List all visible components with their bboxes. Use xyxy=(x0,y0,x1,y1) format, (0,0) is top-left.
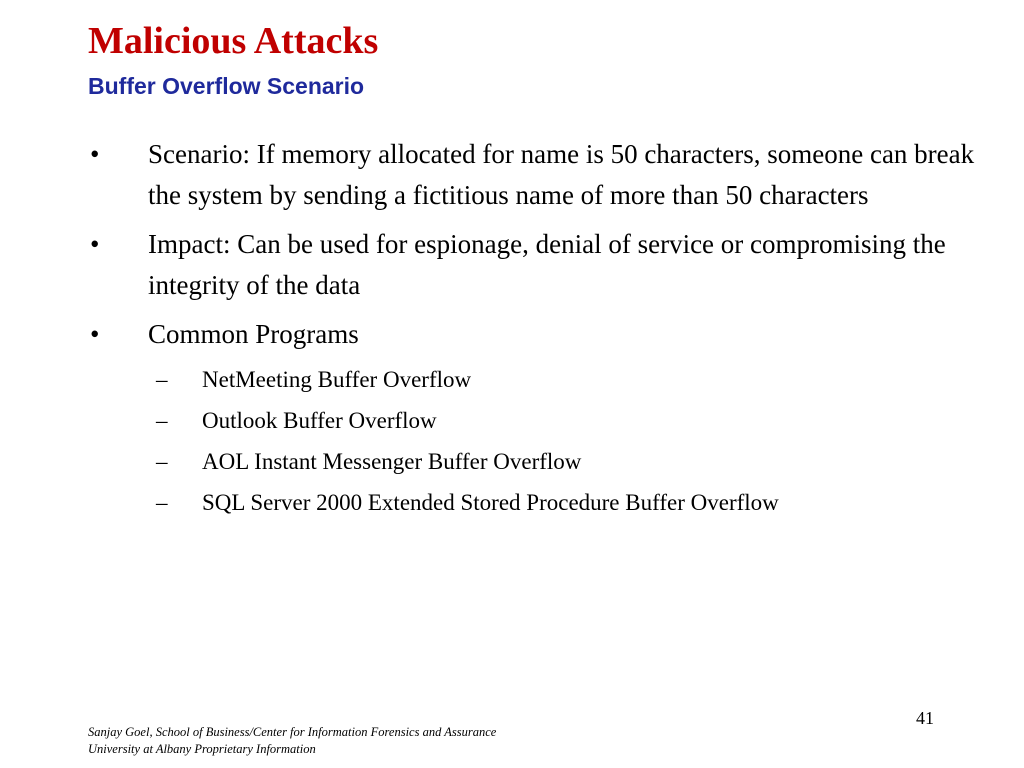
dash-marker: – xyxy=(156,490,168,515)
sub-bullet-item xyxy=(156,445,992,479)
page-number: 41 xyxy=(916,708,934,728)
sub-bullet-item xyxy=(156,486,992,520)
sub-bullet-text: SQL Server 2000 Extended Stored Procedure Buffer Overflow xyxy=(202,490,779,515)
slide-subtitle: Buffer Overflow Scenario xyxy=(88,73,365,99)
sub-bullet-text: Outlook Buffer Overflow xyxy=(202,408,437,433)
footer xyxy=(88,724,496,758)
footer-line-2: University at Albany Proprietary Information xyxy=(88,742,316,756)
bullet-marker: • xyxy=(90,229,100,259)
dash-marker: – xyxy=(156,408,168,433)
bullet-text: Common Programs xyxy=(148,319,359,349)
bullet-text: Scenario: If memory allocated for name is 50 characters, someone can break the system by sending a fictitious name of more than 50 characters xyxy=(148,139,975,210)
bullet-item-impact xyxy=(90,224,988,306)
sub-bullet-list xyxy=(0,363,1024,520)
bullet-marker: • xyxy=(90,139,100,169)
sub-bullet-item xyxy=(156,404,992,438)
bullet-text: Impact: Can be used for espionage, denial of service or compromising the integrity of the data xyxy=(148,229,946,300)
bullet-marker: • xyxy=(90,319,100,349)
bullet-item-scenario xyxy=(90,134,988,216)
dash-marker: – xyxy=(156,449,168,474)
slide-title: Malicious Attacks xyxy=(88,20,379,62)
bullet-item-common-programs xyxy=(90,314,988,355)
dash-marker: – xyxy=(156,367,168,392)
sub-bullet-text: AOL Instant Messenger Buffer Overflow xyxy=(202,449,582,474)
sub-bullet-text: NetMeeting Buffer Overflow xyxy=(202,367,472,392)
bullet-list xyxy=(0,134,1024,527)
sub-bullet-item xyxy=(156,363,992,397)
footer-line-1: Sanjay Goel, School of Business/Center for Information Forensics and Assurance xyxy=(88,725,497,739)
